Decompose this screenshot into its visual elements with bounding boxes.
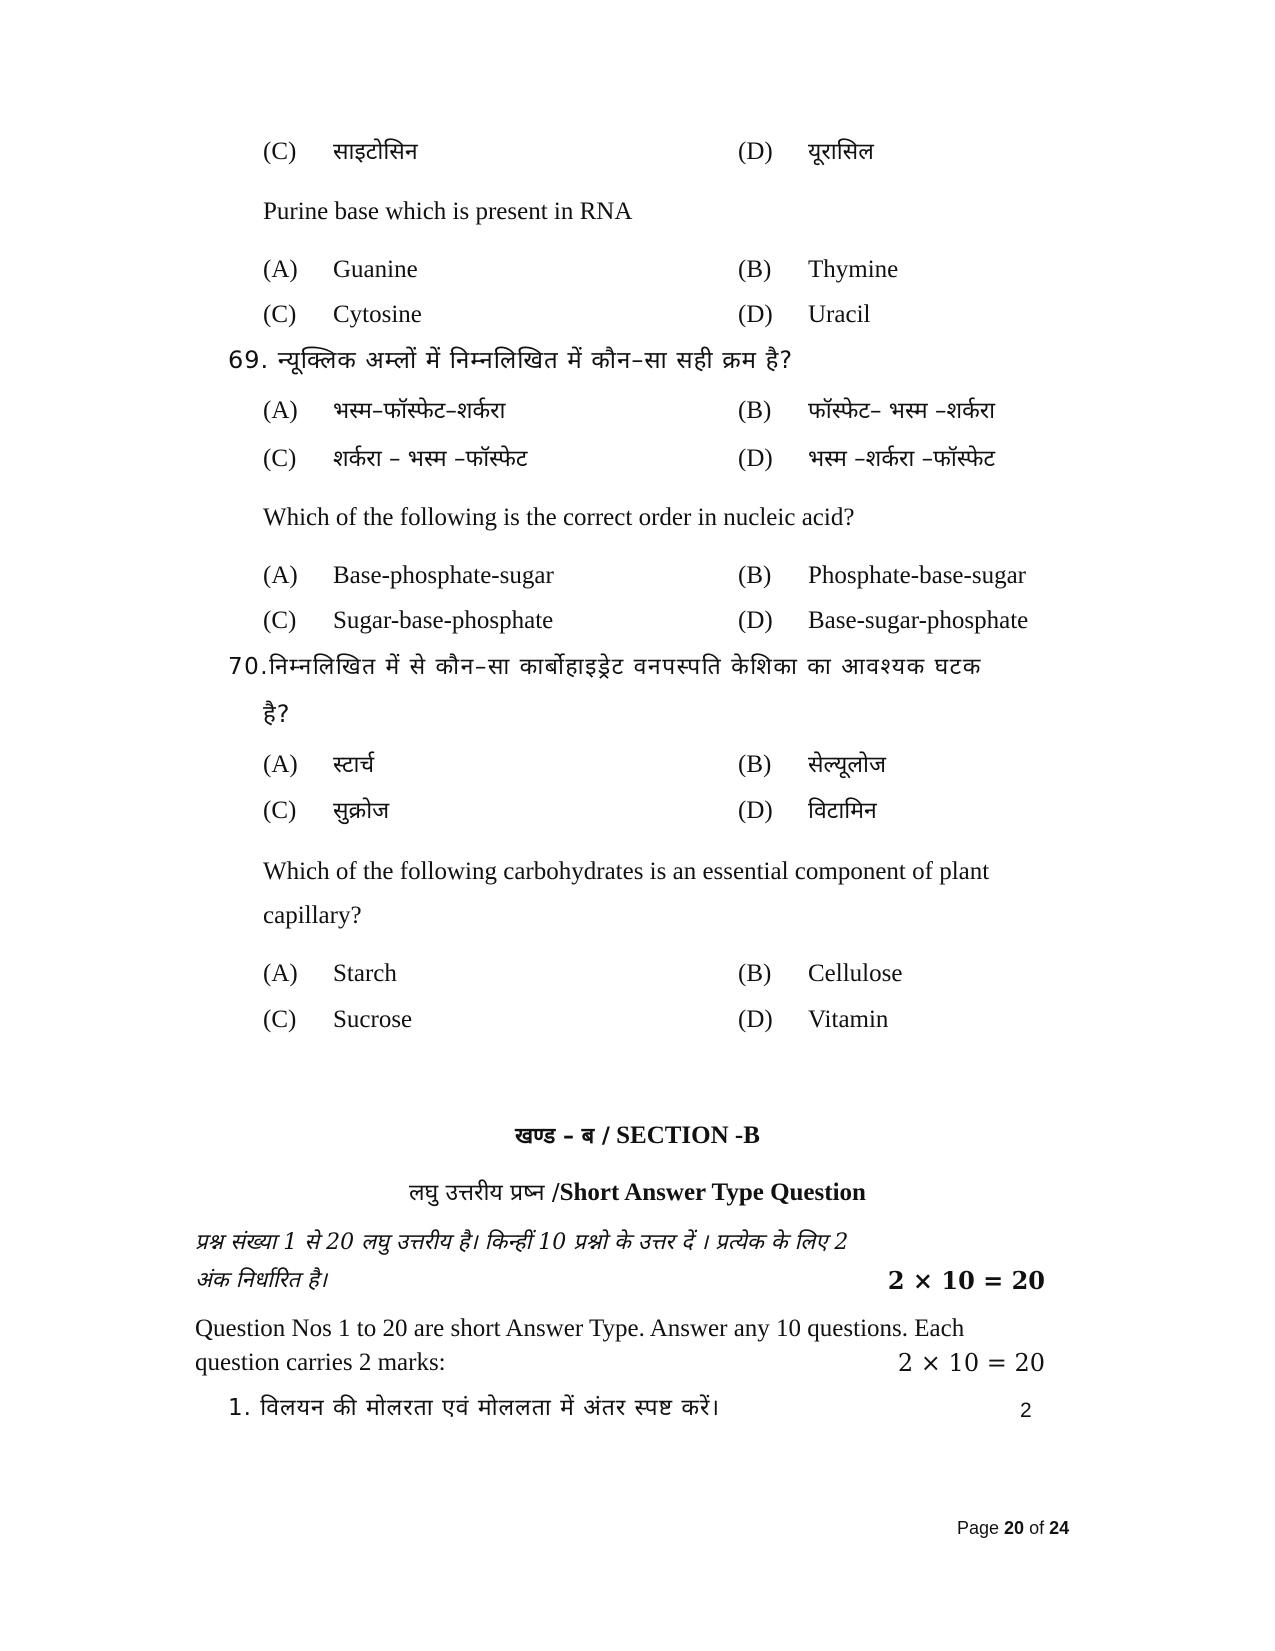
option-label: (D): [738, 607, 773, 634]
instructions-en-line1: Question Nos 1 to 20 are short Answer Type. Answer any 10 questions. Each: [195, 1315, 965, 1342]
q70-en-question-line1: Which of the following carbohydrates is an essential component of plant: [263, 858, 990, 885]
option-text: Starch: [333, 960, 397, 987]
option-text: शर्करा – भस्म –फॉस्फेट: [333, 446, 528, 472]
footer-page-current: 20: [1004, 1518, 1025, 1538]
option-text: Base-phosphate-sugar: [333, 562, 554, 589]
instructions-hi-line2-row: [195, 1262, 1045, 1300]
instructions-hi-line1: प्रश्न संख्या 1 से 20 लघु उत्तरीय है। किन्हीं 10 प्रश्नो के उत्तर दें । प्रत्येक के लिए 2: [195, 1230, 849, 1255]
option-label: (A): [263, 397, 298, 424]
section-subtitle-hi: लघु उत्तरीय प्रष्न /: [409, 1180, 560, 1206]
option-text: फॉस्फेट– भस्म –शर्करा: [808, 398, 996, 424]
q70-en-options-row-ab: [263, 960, 1063, 994]
option-label: (B): [738, 397, 772, 424]
option-label: (C): [263, 301, 297, 328]
option-text: Base-sugar-phosphate: [808, 607, 1029, 634]
q70-en-question-line2: capillary?: [263, 902, 362, 929]
option-text: यूरासिल: [808, 139, 874, 165]
option-label: (B): [738, 256, 772, 283]
section-subtitle: [0, 1175, 1275, 1207]
option-text: Sugar-base-phosphate: [333, 607, 554, 634]
instructions-en: [195, 1312, 1045, 1380]
q70-hi-question-line2: है?: [263, 700, 291, 728]
option-text: स्टार्च: [333, 752, 375, 778]
option-label: (D): [738, 1006, 773, 1033]
q69-en-options-row-ab: [263, 562, 1063, 596]
option-label: (C): [263, 607, 297, 634]
instructions-en-marks: 2 × 10 = 20: [897, 1349, 1045, 1377]
option-label: (A): [263, 751, 298, 778]
section-title: [0, 1120, 1275, 1150]
option-text: सुक्रोज: [333, 798, 390, 824]
option-label: (D): [738, 797, 773, 824]
q70-hi-options-row-ab: [263, 747, 1063, 781]
q68-en-options-row-cd: [263, 301, 1063, 335]
q69-hi-question: 69. न्यूक्लिक अम्लों में निम्नलिखित में कौन–सा सही क्रम है?: [228, 346, 794, 374]
q69-en-question: Which of the following is the correct order in nucleic acid?: [263, 504, 855, 531]
footer-page-word: Page: [957, 1518, 1005, 1538]
option-label: (B): [738, 960, 772, 987]
option-label: (C): [263, 138, 297, 165]
instructions-hi-line2: अंक निर्धारित है।: [195, 1268, 328, 1293]
option-text: Cellulose: [808, 960, 903, 987]
option-label: (B): [738, 751, 772, 778]
option-label: (C): [263, 1006, 297, 1033]
q69-en-options-row-cd: [263, 607, 1063, 641]
q70-hi-options-row-cd: [263, 793, 1063, 827]
option-label: (A): [263, 562, 298, 589]
section-subtitle-en: Short Answer Type Question: [559, 1179, 866, 1206]
q68-en-question: Purine base which is present in RNA: [263, 198, 633, 225]
option-label: (A): [263, 256, 298, 283]
short-question-1-marks: 2: [1020, 1399, 1032, 1422]
option-label: (C): [263, 797, 297, 824]
section-title-en: SECTION -B: [609, 1122, 760, 1149]
q68-en-options-row-ab: [263, 256, 1063, 290]
page-footer: [957, 1518, 1069, 1539]
option-label: (D): [738, 138, 773, 165]
option-text: Vitamin: [808, 1006, 889, 1033]
option-label: (A): [263, 960, 298, 987]
option-label: (B): [738, 562, 772, 589]
option-text: Guanine: [333, 256, 418, 283]
option-text: भस्म–फॉस्फेट–शर्करा: [333, 398, 506, 424]
footer-page-total: 24: [1049, 1518, 1070, 1538]
option-text: Sucrose: [333, 1006, 413, 1033]
section-title-hi: खण्ड – ब /: [515, 1124, 610, 1149]
option-text: Phosphate-base-sugar: [808, 562, 1026, 589]
q70-hi-question-line1: 70.निम्नलिखित में से कौन–सा कार्बोहाइड्रेट वनपस्पति केशिका का आवश्यक घटक: [228, 654, 982, 680]
option-text: साइटोसिन: [333, 139, 418, 165]
option-text: Uracil: [808, 301, 871, 328]
q70-en-options-row-cd: [263, 1006, 1063, 1040]
q69-hi-options-row-cd: [263, 441, 1063, 475]
option-label: (D): [738, 301, 773, 328]
footer-of-word: of: [1024, 1518, 1050, 1538]
option-text: सेल्यूलोज: [808, 752, 887, 778]
q69-hi-options-row-ab: [263, 393, 1063, 427]
instructions-hi-marks: 2 × 10 = 20: [887, 1266, 1045, 1295]
option-text: विटामिन: [808, 798, 877, 824]
option-text: Thymine: [808, 256, 899, 283]
option-label: (C): [263, 445, 297, 472]
short-question-1: 1. विलयन की मोलरता एवं मोललता में अंतर स्पष्ट करें।: [228, 1395, 721, 1421]
option-label: (D): [738, 445, 773, 472]
instructions-en-line2: question carries 2 marks:: [195, 1349, 446, 1376]
option-text: भस्म –शर्करा –फॉस्फेट: [808, 446, 996, 472]
q68-hi-options-row-cd: [263, 134, 1063, 168]
instructions-en-line2-row: [195, 1346, 1045, 1380]
instructions-hi: [195, 1224, 1045, 1304]
option-text: Cytosine: [333, 301, 422, 328]
